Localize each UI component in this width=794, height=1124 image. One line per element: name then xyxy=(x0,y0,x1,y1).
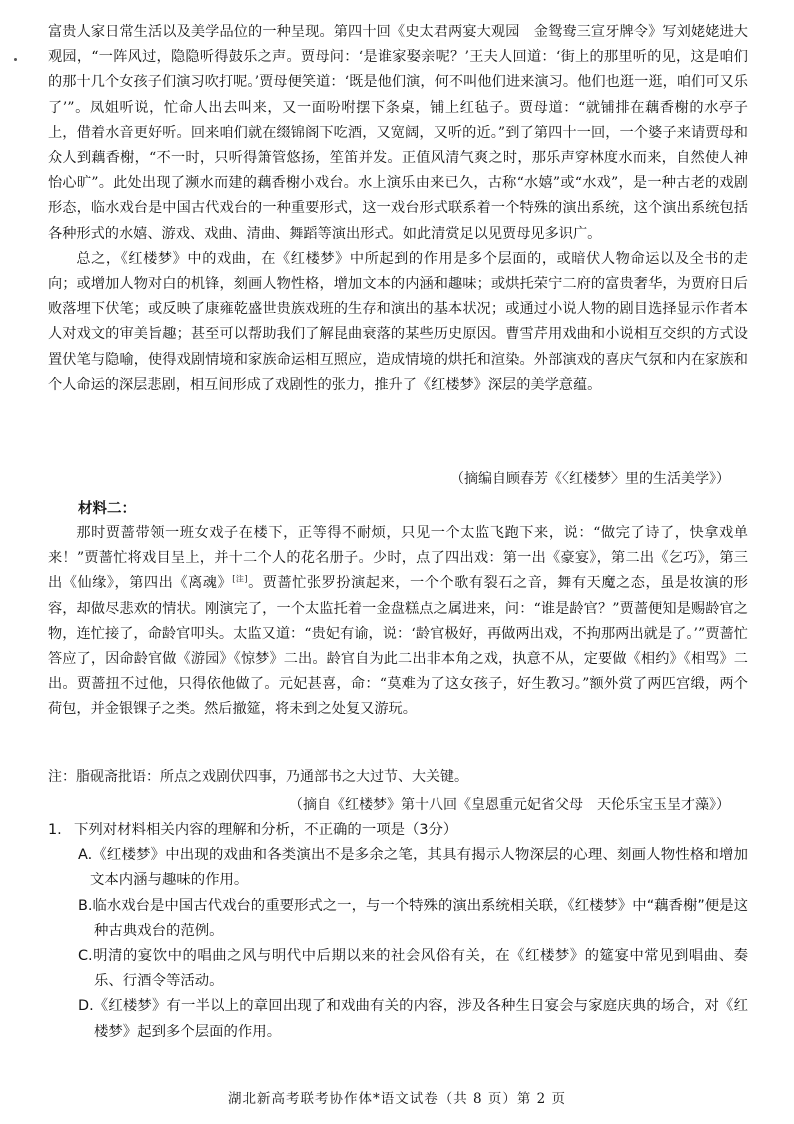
material-two-text-a: 那时贾蔷带领一班女戏子在楼下，正等得不耐烦，只见一个太监飞跑下来，说：“做完了诗了，快拿戏单来！”贾蔷忙将戏目呈上，并十二个人的花名册子。少时，点了四出戏：第一出《豪宴》，第二出《乞巧》，第三出《仙缘》，第四出《离魂》 xyxy=(48,525,748,592)
option-d[interactable]: D.《红楼梦》有一半以上的章回出现了和戏曲有关的内容，涉及各种生日宴会与家庭庆典的场合，对《红楼梦》起到多个层面的作用。 xyxy=(78,998,748,1040)
material-two-text-b: 。贾蔷忙张罗扮演起来，一个个歌有裂石之音，舞有天魔之态，虽是妆演的形容，却做尽悲欢的情状。刚演完了，一个太监托着一金盘糕点之属进来，问：“谁是龄官？”贾蔷便知是赐龄官之物，连忙接了，命龄官叩头。太监又道：“贵妃有谕，说：‘龄官极好，再做两出戏，不拘那两出就是了。’”贾蔷忙答应了，因命龄官做《游园》《惊梦》二出。龄官自为此二出非本角之戏，执意不从，定要做《相约》《相骂》二出。贾蔷扭不过他，只得依他做了。元妃甚喜，命：“莫难为了这女孩子，好生教习。”额外赏了两匹宫缎，两个荷包，并金银锞子之类。然后撤筵，将未到之处复又游玩。 xyxy=(48,575,748,718)
material-one-body xyxy=(48,20,748,398)
footnote: 注：脂砚斋批语：所点之戏剧伏四事，乃通部书之大过节、大关键。 xyxy=(48,769,468,785)
material-one-paragraph-2: 总之，《红楼梦》中的戏曲，在《红楼梦》中所起到的作用是多个层面的，或暗伏人物命运以及全书的走向；或增加人物对白的机锋，刻画人物性格，增加文本的内涵和趣味；或烘托荣宁二府的富贵奢华，为贾府日后败落埋下伏笔；或反映了康雍乾盛世贵族戏班的生存和演出的基本状况；或通过小说人物的剧目选择显示作者本人对戏文的审美旨趣；甚至可以帮助我们了解昆曲衰落的某些历史原因。曹雪芹用戏曲和小说相互交织的方式设置伏笔与隐喻，使得戏剧情境和家族命运相互照应，造成情境的烘托和渲染。外部演戏的喜庆气氛和内在家族和个人命运的深层悲剧，相互间形成了戏剧性的张力，推升了《红楼梦》深层的美学意蕴。 xyxy=(48,250,748,393)
scan-speck xyxy=(14,58,17,61)
material-two-paragraph xyxy=(48,521,748,723)
question-stem xyxy=(48,818,748,843)
page-footer: 湖北新高考联考协作体*语文试卷（共 8 页）第 2 页 xyxy=(227,1091,567,1107)
question-1 xyxy=(48,818,748,1045)
material-two-body xyxy=(48,521,748,723)
material-two-source: （摘自《红楼梦》第十八回《皇恩重元妃省父母 天伦乐宝玉呈才藻》） xyxy=(289,797,730,813)
material-two-heading: 材料二： xyxy=(78,500,136,517)
footnote-mark: [注] xyxy=(232,574,248,584)
option-a[interactable]: A.《红楼梦》中出现的戏曲和各类演出不是多余之笔，其具有揭示人物深层的心理、刻画人物性格和增加文本内涵与趣味的作用。 xyxy=(78,847,748,889)
option-c[interactable]: C.明清的宴饮中的唱曲之风与明代中后期以来的社会风俗有关，在《红楼梦》的筵宴中常见到唱曲、奏乐、行酒令等活动。 xyxy=(78,948,748,990)
question-number: 1. xyxy=(48,822,62,838)
material-one-paragraph-1: 富贵人家日常生活以及美学品位的一种呈现。第四十回《史太君两宴大观园 金鸳鸯三宣牙牌令》写刘姥姥进大观园，“一阵风过，隐隐听得鼓乐之声。贾母问：‘是谁家娶亲呢？’王夫人回道：‘街上的那里听的见，这是咱们的那十几个女孩子们演习吹打呢。’贾母便笑道：‘既是他们演，何不叫他们进来演习。他们也逛一逛，咱们可又乐了’”。凤姐听说，忙命人出去叫来，又一面吩咐摆下条桌，铺上红毡子。贾母道：“就铺排在藕香榭的水亭子上，借着水音更好听。回来咱们就在缀锦阁下吃酒，又宽阔，又听的近。”到了第四十一回，一个婆子来请贾母和众人到藕香榭，“不一时，只听得箫管悠扬，笙笛并发。正值风清气爽之时，那乐声穿林度水而来，自然使人神怡心旷”。此处出现了濒水而建的藕香榭小戏台。水上演乐由来已久，古称“水嬉”或“水戏”，是一种古老的戏剧形态，临水戏台是中国古代戏台的一种重要形式，这一戏台形式联系着一个特殊的演出系统，这个演出系统包括各种形式的水嬉、游戏、戏曲、清曲、舞蹈等演出形式。如此清赏足以见贾母见多识广。 xyxy=(48,24,748,242)
option-b[interactable]: B.临水戏台是中国古代戏台的重要形式之一，与一个特殊的演出系统相关联，《红楼梦》中“藕香榭”便是这种古典戏台的范例。 xyxy=(78,897,748,939)
question-text: 下列对材料相关内容的理解和分析，不正确的一项是（3分） xyxy=(74,822,458,838)
material-one-source: （摘编自顾春芳《〈红楼梦〉里的生活美学》） xyxy=(450,471,730,487)
